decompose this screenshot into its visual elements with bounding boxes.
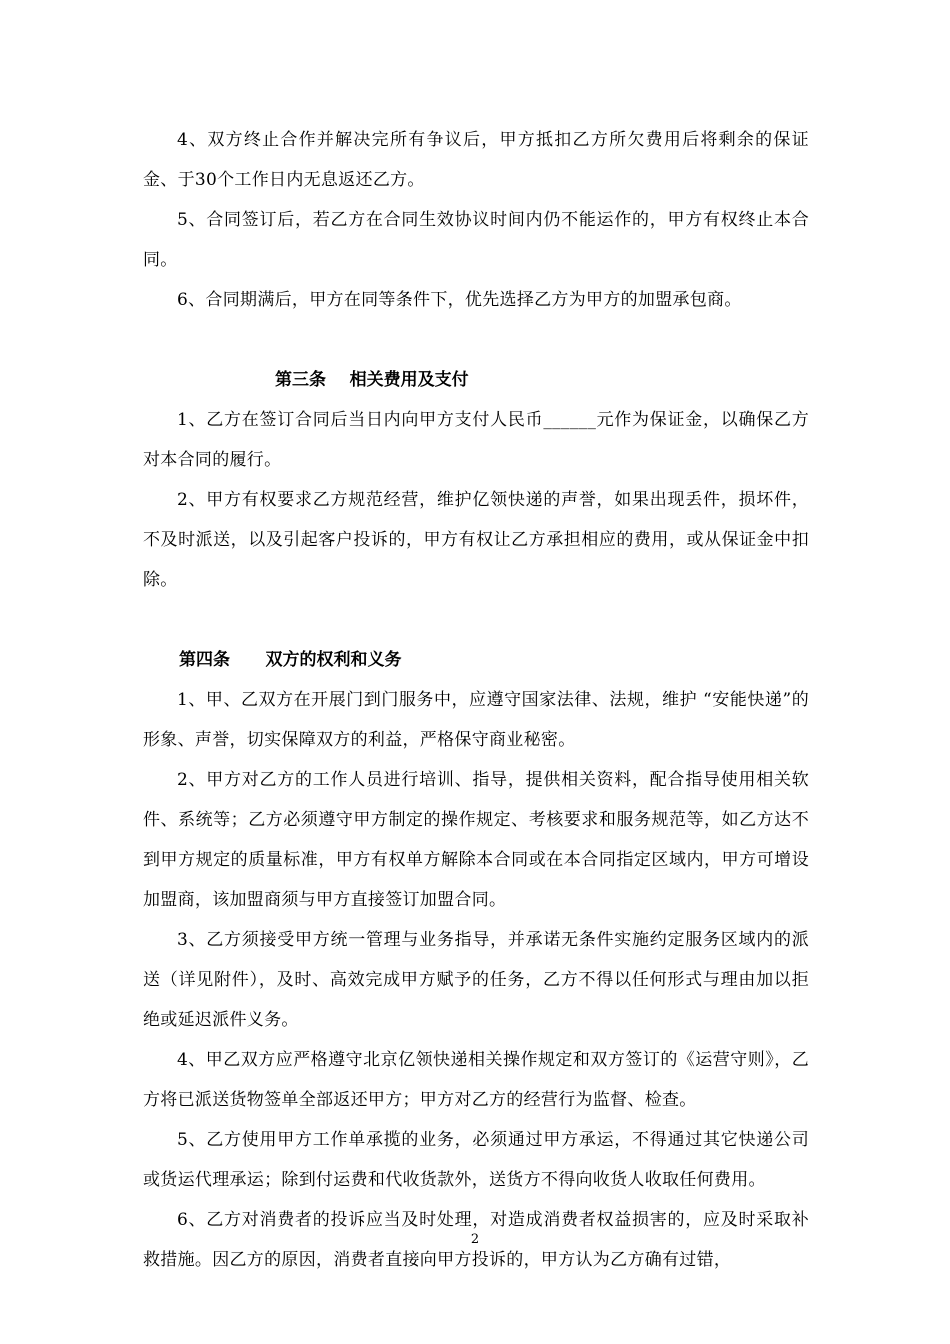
paragraph-prev-5: 5、合同签订后，若乙方在合同生效协议时间内仍不能运作的，甲方有权终止本合同。 bbox=[143, 210, 809, 270]
paragraph-prev-4: 4、双方终止合作并解决完所有争议后，甲方抵扣乙方所欠费用后将剩余的保证金、于30个工作日内无息返还乙方。 bbox=[143, 130, 809, 190]
section-4-paragraph-1: 1、甲、乙双方在开展门到门服务中，应遵守国家法律、法规，维护 “安能快递”的形象、声誉，切实保障双方的利益，严格保守商业秘密。 bbox=[143, 690, 809, 750]
section-4-paragraph-2: 2、甲方对乙方的工作人员进行培训、指导，提供相关资料，配合指导使用相关软件、系统等；乙方必须遵守甲方制定的操作规定、考核要求和服务规范等，如乙方达不到甲方规定的质量标准，甲方有权单方解除本合同或在本合同指定区域内，甲方可增设加盟商，该加盟商须与甲方直接签订加盟合同。 bbox=[143, 770, 809, 910]
section-3-paragraph-2: 2、甲方有权要求乙方规范经营，维护亿领快递的声誉，如果出现丢件，损坏件，不及时派送，以及引起客户投诉的，甲方有权让乙方承担相应的费用，或从保证金中扣除。 bbox=[143, 490, 809, 590]
page-number: 2 bbox=[470, 1232, 480, 1247]
section-4-paragraph-3: 3、乙方须接受甲方统一管理与业务指导，并承诺无条件实施约定服务区域内的派送（详见附件），及时、高效完成甲方赋予的任务，乙方不得以任何形式与理由加以拒绝或延迟派件义务。 bbox=[143, 930, 809, 1030]
section-3-title: 第三条 相关费用及支付 bbox=[275, 370, 469, 390]
section-4-paragraph-4: 4、甲乙双方应严格遵守北京亿领快递相关操作规定和双方签订的《运营守则》，乙方将已派送货物签单全部返还甲方；甲方对乙方的经营行为监督、检查。 bbox=[143, 1050, 809, 1110]
paragraph-prev-6: 6、合同期满后，甲方在同等条件下，优先选择乙方为甲方的加盟承包商。 bbox=[177, 290, 742, 310]
document-body bbox=[143, 120, 809, 1280]
section-spacer bbox=[143, 600, 809, 640]
section-4-paragraph-5: 5、乙方使用甲方工作单承揽的业务，必须通过甲方承运，不得通过其它快递公司或货运代理承运；除到付运费和代收货款外，送货方不得向收货人收取任何费用。 bbox=[143, 1130, 809, 1190]
section-4-title: 第四条 双方的权利和义务 bbox=[179, 650, 402, 670]
section-4-paragraph-6: 6、乙方对消费者的投诉应当及时处理，对造成消费者权益损害的，应及时采取补救措施。因乙方的原因，消费者直接向甲方投诉的，甲方认为乙方确有过错， bbox=[143, 1210, 809, 1270]
section-spacer bbox=[143, 320, 809, 360]
section-3-paragraph-1: 1、乙方在签订合同后当日内向甲方支付人民币______元作为保证金，以确保乙方对本合同的履行。 bbox=[143, 410, 809, 470]
